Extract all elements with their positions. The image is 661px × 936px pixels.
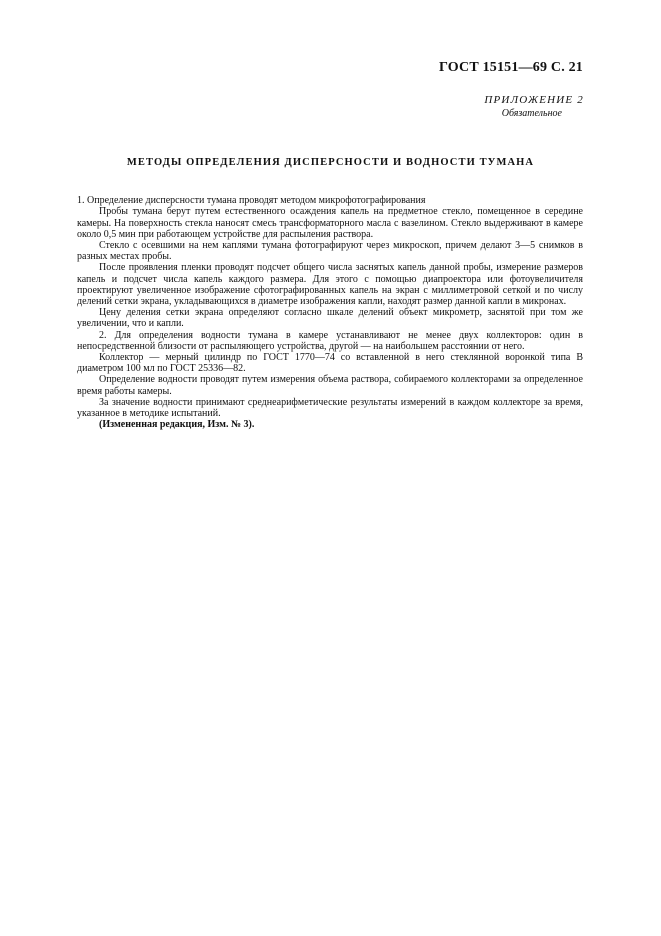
paragraph-text: Пробы тумана берут путем естественного осаждения капель на предметное стекло, помещенное в середине камеры. На поверхность стекла наносят смесь трансформаторного масла с вазелином. Стекло выдерживают в камере около 0,5 мин при работающем устройстве для распыления раствора. (77, 206, 583, 240)
paragraph (77, 240, 583, 262)
appendix-label: ПРИЛОЖЕНИЕ 2 (484, 94, 584, 106)
paragraph (77, 374, 583, 396)
appendix-status: Обязательное (501, 108, 562, 119)
paragraph-text: Стекло с осевшими на нем каплями тумана фотографируют через микроскоп, причем делают 3—5 снимков в разных местах пробы. (77, 240, 583, 263)
amendment-note: (Измененная редакция, Изм. № 3). (99, 419, 255, 431)
section-title: МЕТОДЫ ОПРЕДЕЛЕНИЯ ДИСПЕРСНОСТИ И ВОДНОСТИ ТУМАНА (126, 157, 535, 168)
paragraph (77, 397, 583, 419)
paragraph (77, 330, 583, 352)
paragraph (77, 352, 583, 374)
paragraph (77, 206, 583, 240)
document-body (77, 184, 583, 430)
paragraph-text: Определение водности проводят путем измерения объема раствора, собираемого коллекторами за определенное время работы камеры. (77, 374, 583, 397)
paragraph-text: Коллектор — мерный цилиндр по ГОСТ 1770—74 со вставленной в него стеклянной воронкой типа В диаметром 100 мл по ГОСТ 25336—82. (77, 352, 583, 375)
paragraph-text: После проявления пленки проводят подсчет общего числа заснятых капель данной пробы, измерение размеров капель и подсчет числа капель каждого размера. Для этого с помощью диапроектора или фотоувеличителя проектируют увеличенное изображение сфотографированных капель на экран с миллиметровой сеткой и по числу делений сетки экрана, укладывающихся в диаметре изображения капли, находят размер данной капли в микронах. (77, 262, 583, 308)
paragraph-text: За значение водности принимают среднеарифметические результаты измерений в каждом коллекторе за время, указанное в методике испытаний. (77, 396, 583, 420)
paragraph-text: Цену деления сетки экрана определяют согласно шкале делений объект микрометр, заснятой при том же увеличении, что и капли. (77, 307, 583, 330)
paragraph (77, 419, 583, 430)
standard-page-header: ГОСТ 15151—69 С. 21 (439, 60, 583, 75)
paragraph-text: 1. Определение дисперсности тумана проводят методом микрофотографирования (77, 195, 426, 207)
paragraph-text: 2. Для определения водности тумана в камере устанавливают не менее двух коллекторов: один в непосредственной близости от распыляющего устройства, другой — на наибольшем расстоянии от него. (77, 329, 583, 352)
paragraph (77, 307, 583, 329)
paragraph (77, 184, 583, 206)
paragraph (77, 262, 583, 307)
